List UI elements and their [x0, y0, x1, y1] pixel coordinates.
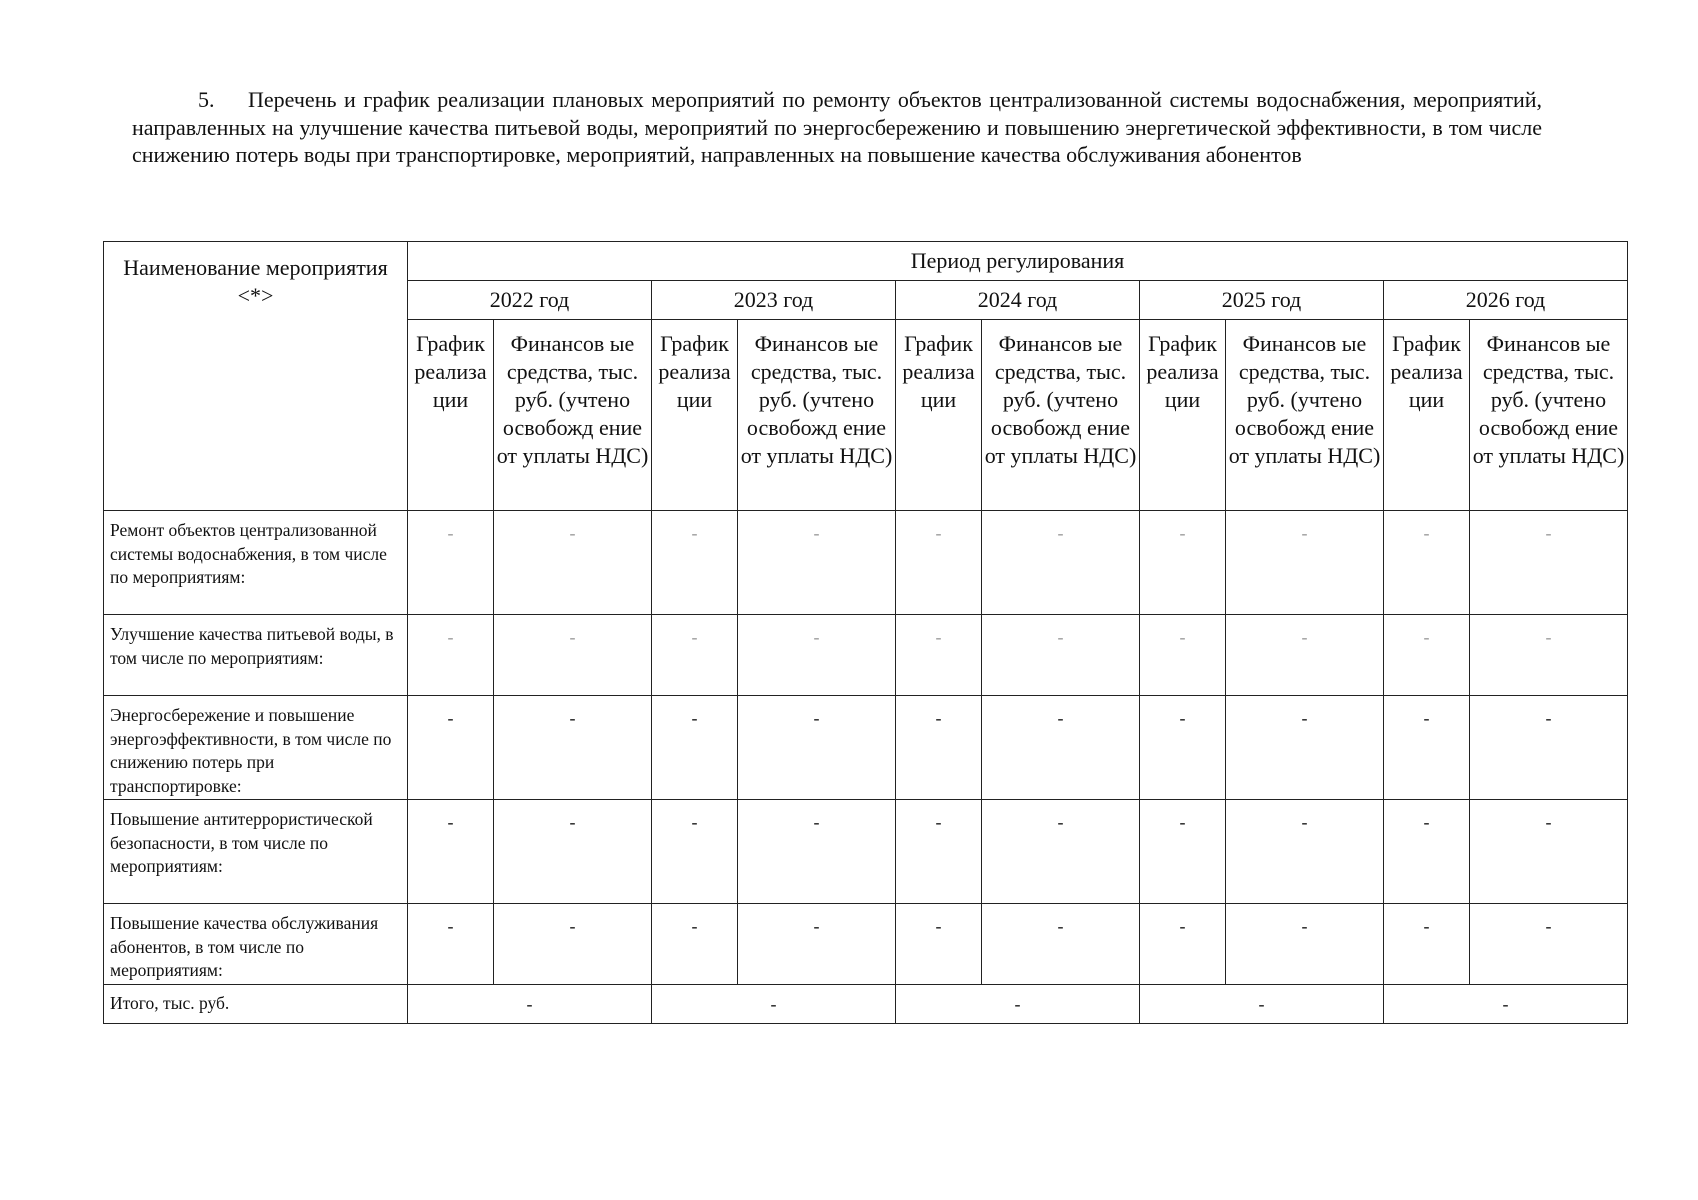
table-cell: -	[1226, 904, 1384, 985]
table-cell: -	[652, 904, 738, 985]
table-cell: -	[1226, 615, 1384, 696]
table-cell: -	[494, 696, 652, 800]
total-value: -	[896, 985, 1140, 1024]
year-header: 2024 год	[896, 281, 1140, 320]
table-cell: -	[896, 696, 982, 800]
table-cell: -	[738, 800, 896, 904]
year-header: 2025 год	[1140, 281, 1384, 320]
table-cell: -	[982, 511, 1140, 615]
table-cell: -	[1470, 696, 1628, 800]
table-cell: -	[1470, 800, 1628, 904]
schedule-header: График реализа ции	[896, 320, 982, 511]
total-row	[104, 985, 1628, 1024]
total-value: -	[408, 985, 652, 1024]
table-row	[104, 511, 1628, 615]
finance-header: Финансов ые средства, тыс. руб. (учтено освобожд ение от уплаты НДС)	[738, 320, 896, 511]
table-cell: -	[738, 696, 896, 800]
table-cell: -	[1140, 800, 1226, 904]
table-cell: -	[982, 904, 1140, 985]
year-header: 2026 год	[1384, 281, 1628, 320]
table-cell: -	[408, 511, 494, 615]
section-heading	[132, 86, 1542, 169]
table-cell: -	[1226, 800, 1384, 904]
total-label: Итого, тыс. руб.	[104, 985, 408, 1024]
table-cell: -	[408, 904, 494, 985]
table-cell: -	[1140, 615, 1226, 696]
table-cell: -	[1384, 904, 1470, 985]
table-cell: -	[896, 904, 982, 985]
table-cell: -	[494, 904, 652, 985]
finance-header: Финансов ые средства, тыс. руб. (учтено освобожд ение от уплаты НДС)	[982, 320, 1140, 511]
table-cell: -	[982, 615, 1140, 696]
table-row	[104, 800, 1628, 904]
period-header: Период регулирования	[408, 242, 1628, 281]
row-name: Повышение антитеррористической безопасности, в том числе по мероприятиям:	[104, 800, 408, 904]
table-cell: -	[982, 800, 1140, 904]
table-cell: -	[652, 696, 738, 800]
table-cell: -	[1470, 615, 1628, 696]
table-cell: -	[738, 615, 896, 696]
section-number: 5.	[198, 87, 215, 112]
total-value: -	[652, 985, 896, 1024]
schedule-header: График реализа ции	[1140, 320, 1226, 511]
table-cell: -	[982, 696, 1140, 800]
table-cell: -	[1140, 511, 1226, 615]
finance-header: Финансов ые средства, тыс. руб. (учтено освобожд ение от уплаты НДС)	[494, 320, 652, 511]
table-row	[104, 615, 1628, 696]
measures-table	[103, 241, 1628, 1024]
total-value: -	[1384, 985, 1628, 1024]
table-cell: -	[1384, 696, 1470, 800]
schedule-header: График реализа ции	[408, 320, 494, 511]
table-cell: -	[896, 615, 982, 696]
table-cell: -	[494, 800, 652, 904]
table-cell: -	[494, 511, 652, 615]
table-cell: -	[1384, 615, 1470, 696]
finance-header: Финансов ые средства, тыс. руб. (учтено освобожд ение от уплаты НДС)	[1470, 320, 1628, 511]
table-cell: -	[738, 511, 896, 615]
table-cell: -	[1140, 696, 1226, 800]
schedule-header: График реализа ции	[1384, 320, 1470, 511]
table-row	[104, 696, 1628, 800]
table-cell: -	[1384, 800, 1470, 904]
table-cell: -	[896, 800, 982, 904]
table-cell: -	[408, 615, 494, 696]
table-cell: -	[1226, 696, 1384, 800]
table-cell: -	[1470, 904, 1628, 985]
table-cell: -	[408, 696, 494, 800]
section-title: Перечень и график реализации плановых мероприятий по ремонту объектов централизованной системы водоснабжения, мероприятий, направленных на улучшение качества питьевой воды, мероприятий по энергосбережению и повышению энергетической эффективности, в том числе снижению потерь воды при транспортировке, мероприятий, направленных на повышение качества обслуживания абонентов	[132, 87, 1542, 167]
finance-header: Финансов ые средства, тыс. руб. (учтено освобожд ение от уплаты НДС)	[1226, 320, 1384, 511]
row-name: Ремонт объектов централизованной системы водоснабжения, в том числе по мероприятиям:	[104, 511, 408, 615]
name-column-header: Наименование мероприятия <*>	[104, 242, 408, 511]
table-cell: -	[652, 615, 738, 696]
table-cell: -	[1226, 511, 1384, 615]
row-name: Улучшение качества питьевой воды, в том числе по мероприятиям:	[104, 615, 408, 696]
table-cell: -	[1470, 511, 1628, 615]
year-header: 2022 год	[408, 281, 652, 320]
table-cell: -	[408, 800, 494, 904]
table-cell: -	[896, 511, 982, 615]
table-cell: -	[652, 511, 738, 615]
table-cell: -	[1384, 511, 1470, 615]
table-cell: -	[652, 800, 738, 904]
table-cell: -	[738, 904, 896, 985]
table-cell: -	[1140, 904, 1226, 985]
total-value: -	[1140, 985, 1384, 1024]
header-row-period	[104, 242, 1628, 281]
table-cell: -	[494, 615, 652, 696]
schedule-header: График реализа ции	[652, 320, 738, 511]
row-name: Повышение качества обслуживания абонентов, в том числе по мероприятиям:	[104, 904, 408, 985]
year-header: 2023 год	[652, 281, 896, 320]
table-row	[104, 904, 1628, 985]
row-name: Энергосбережение и повышение энергоэффективности, в том числе по снижению потерь при транспортировке:	[104, 696, 408, 800]
